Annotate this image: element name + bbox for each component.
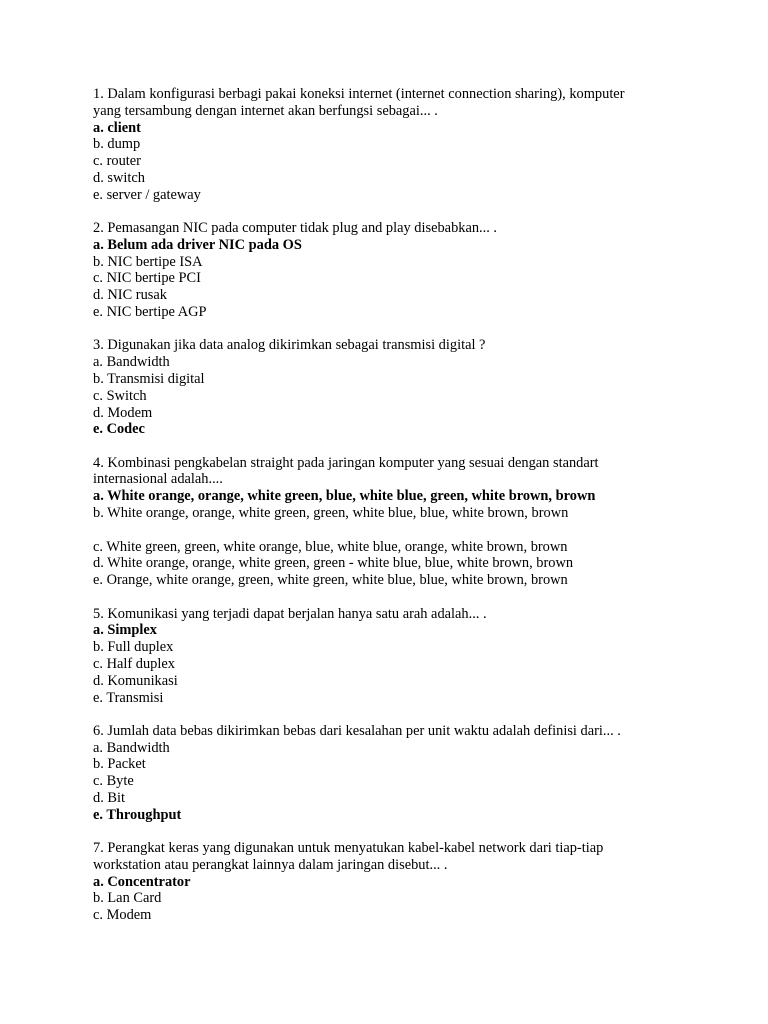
question-text-line: 4. Kombinasi pengkabelan straight pada jaringan komputer yang sesuai dengan standart: [93, 454, 599, 471]
question-3: [93, 337, 678, 438]
answer-options: [93, 740, 678, 824]
correct-answer-option: e. Throughput: [93, 806, 182, 823]
answer-option: b. Packet: [93, 756, 146, 773]
question-list: [93, 86, 678, 924]
question-text-line: yang tersambung dengan internet akan berfungsi sebagai... .: [93, 102, 438, 119]
answer-option: e. Transmisi: [93, 689, 164, 706]
question-text-line: 6. Jumlah data bebas dikirimkan bebas dari kesalahan per unit waktu adalah definisi dari... .: [93, 722, 621, 739]
question-stem: [93, 840, 678, 874]
answer-option: c. Switch: [93, 387, 147, 404]
answer-option: e. NIC bertipe AGP: [93, 304, 207, 321]
answer-option: b. Lan Card: [93, 890, 162, 907]
answer-option: a. Bandwidth: [93, 739, 170, 756]
answer-option: d. Komunikasi: [93, 672, 178, 689]
answer-options: [93, 488, 678, 589]
answer-option: c. router: [93, 153, 141, 170]
answer-option: b. White orange, orange, white green, green, white blue, blue, white brown, brown: [93, 505, 569, 522]
question-5: [93, 606, 678, 707]
question-stem: [93, 723, 678, 740]
answer-options: [93, 874, 678, 924]
question-4: [93, 455, 678, 589]
question-2: [93, 220, 678, 321]
question-text-line: workstation atau perangkat lainnya dalam jaringan disebut... .: [93, 856, 448, 873]
correct-answer-option: a. Simplex: [93, 622, 157, 639]
answer-options: [93, 120, 678, 204]
question-text-line: 5. Komunikasi yang terjadi dapat berjalan hanya satu arah adalah... .: [93, 605, 487, 622]
question-text-line: 3. Digunakan jika data analog dikirimkan sebagai transmisi digital ?: [93, 337, 486, 354]
answer-options: [93, 622, 678, 706]
question-text-line: 7. Perangkat keras yang digunakan untuk menyatukan kabel-kabel network dari tiap-tiap: [93, 840, 604, 857]
answer-option: d. Bit: [93, 789, 125, 806]
answer-option: b. NIC bertipe ISA: [93, 253, 203, 270]
question-stem: [93, 220, 678, 237]
answer-option: b. Full duplex: [93, 639, 174, 656]
question-stem: [93, 337, 678, 354]
correct-answer-option: a. Concentrator: [93, 873, 191, 890]
answer-option: b. Transmisi digital: [93, 370, 205, 387]
question-1: [93, 86, 678, 204]
question-stem: [93, 455, 678, 489]
answer-option: c. Modem: [93, 907, 152, 924]
answer-option: c. Byte: [93, 773, 134, 790]
answer-option: a. Bandwidth: [93, 354, 170, 371]
answer-option: c. White green, green, white orange, blue, white blue, orange, white brown, brown: [93, 538, 568, 555]
answer-option: d. White orange, orange, white green, green - white blue, blue, white brown, brown: [93, 555, 574, 572]
answer-option: b. dump: [93, 136, 141, 153]
answer-option: d. Modem: [93, 404, 153, 421]
answer-option: c. Half duplex: [93, 655, 175, 672]
correct-answer-option: a. Belum ada driver NIC pada OS: [93, 236, 302, 253]
question-text-line: internasional adalah....: [93, 471, 223, 488]
correct-answer-option: a. client: [93, 119, 141, 136]
answer-option: e. server / gateway: [93, 186, 201, 203]
question-stem: [93, 86, 678, 120]
correct-answer-option: e. Codec: [93, 421, 145, 438]
answer-options: [93, 237, 678, 321]
question-text-line: 1. Dalam konfigurasi berbagi pakai koneksi internet (internet connection sharing), komputer: [93, 86, 625, 102]
blank-line: [93, 522, 678, 539]
answer-option: e. Orange, white orange, green, white green, white blue, blue, white brown, brown: [93, 572, 568, 589]
question-stem: [93, 606, 678, 623]
correct-answer-option: a. White orange, orange, white green, blue, white blue, green, white brown, brown: [93, 488, 596, 505]
answer-options: [93, 354, 678, 438]
answer-option: d. switch: [93, 169, 145, 186]
question-text-line: 2. Pemasangan NIC pada computer tidak plug and play disebabkan... .: [93, 220, 498, 237]
question-7: [93, 840, 678, 924]
answer-option: c. NIC bertipe PCI: [93, 270, 201, 287]
question-6: [93, 723, 678, 824]
answer-option: d. NIC rusak: [93, 287, 167, 304]
